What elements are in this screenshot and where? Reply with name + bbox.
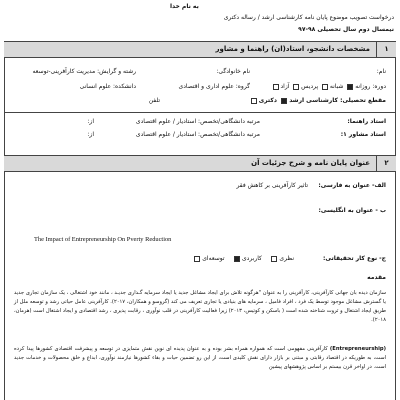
course-night-checkbox[interactable] <box>322 84 328 90</box>
course-label: دوره: <box>372 83 386 90</box>
course-option-daily[interactable] <box>347 83 370 90</box>
research-option-applied[interactable] <box>234 255 262 262</box>
level-label: مقطع تحصیلی: <box>340 97 386 104</box>
section2-title: عنوان پایان نامه و شرح جزئیات آن <box>251 159 370 167</box>
intro-label: مقدمه <box>367 274 386 281</box>
course-option-daily-label: روزانه <box>355 83 371 90</box>
divider <box>4 112 396 113</box>
title-fa-label: الف- عنوان به فارسی: <box>318 182 386 189</box>
title-en-label: ب - عنوان به انگلیسی: <box>318 207 386 214</box>
research-option-developmental-label: توسعه‌ای <box>202 255 225 262</box>
section2-header <box>4 155 396 172</box>
consultant-rank: مرتبه دانشگاهی/تخصص: استادیار / علوم اقتصادی <box>135 131 260 138</box>
course-daily-checkbox[interactable] <box>347 84 353 90</box>
advisor-label: استاد راهنما: <box>347 118 386 125</box>
section1-title: مشخصات دانشجو، استاد(ان) راهنما و مشاور <box>215 45 370 53</box>
course-option-night[interactable] <box>322 83 343 90</box>
advisor-from: از: <box>87 118 94 125</box>
consultant-label: استاد مشاور ۱: <box>340 131 386 138</box>
level-msc-checkbox[interactable] <box>281 98 287 104</box>
course-option-night-label: شبانه <box>329 83 344 90</box>
section2-number: ۲ <box>376 156 396 171</box>
course-campus-checkbox[interactable] <box>293 84 299 90</box>
section1-header <box>4 41 396 58</box>
course-option-campus-label: پردیس <box>301 83 319 90</box>
faculty-label: دانشکده: علوم انسانی <box>79 83 136 90</box>
course-row <box>273 83 386 90</box>
level-phd-checkbox[interactable] <box>251 98 257 104</box>
intro-paragraph-2 <box>14 345 386 372</box>
major-label: رشته و گرایش: مدیریت کارآفرینی-توسعه <box>32 68 136 75</box>
research-option-applied-label: کاربردی <box>241 255 262 262</box>
consultant-from: از: <box>87 131 94 138</box>
group-label: گروه: علوم اداری و اقتصادی <box>178 83 250 90</box>
research-option-theoretical[interactable] <box>271 255 294 262</box>
title-fa-value: تاثیر کارآفرینی بر کاهش فقر <box>236 182 308 189</box>
research-applied-checkbox[interactable] <box>234 256 240 262</box>
research-type-options <box>194 255 294 262</box>
form-title: درخواست تصویب موضوع پایان نامه کارشناسی ارشد / رساله دکتری <box>223 14 394 21</box>
semester-label: نیمسال دوم سال تحصیلی ۹۸-۹۷ <box>298 26 394 33</box>
level-option-phd[interactable] <box>251 97 277 104</box>
section1-number: ۱ <box>376 42 396 57</box>
intro-paragraph-1: سازمان دیده بان جهانی کارآفرینی، کارآفرینی را به عنوان "هرگونه تلاش برای ایجاد مشاغل جدید یا ایجاد سرمایه گـذاری جدیـد ، مانند خود اشتغالی ، یک سازمان تجاری جدید یا گسترش مشاغل موجود توسط یک فرد ، افراد فامیل ، سرمایه های بنیادی یا تجاری تعریف می کند (گروسو و همکاران، ۲۰۱۷). کارآفرینی عامل حیاتی رشد و توسعه ملل از طریق ایجاد اشتغال و ثروت شناخته شده است ( باسکن و کوتیس، ۲۰۱۳) زیرا فعالیت کارآفرینی در قلب نوآوری ، رقابت پذیری ، رشد اقتصادی و ایجاد اشتغال است (هرمان، ۲۰۱۸). <box>14 290 387 323</box>
research-type-label: ج- نوع کار تحقیقاتی: <box>322 255 386 262</box>
course-option-free-label: آزاد <box>280 83 290 90</box>
research-theoretical-checkbox[interactable] <box>271 256 277 262</box>
title-en-value: The Impact of Entrepreneurship On Pverty Reduction <box>34 236 172 243</box>
level-option-msc[interactable] <box>281 97 338 104</box>
level-option-phd-label: دکتری <box>258 97 277 104</box>
level-option-msc-label: کارشناسی ارشد <box>289 97 338 104</box>
research-option-theoretical-label: نظری <box>279 255 294 262</box>
advisor-rank: مرتبه دانشگاهی/تخصص: استادیار / علوم اقتصادی <box>135 118 260 125</box>
research-option-developmental[interactable] <box>194 255 224 262</box>
intro-paragraph-2-text: کارآفرینی مفهومی است که همواره همراه بشر بوده و به عنوان پدیده ای نوین نقش متمایزی در توسعه و پیشرفت اقتصادی کشورها پیدا کرده است، به طوریکه در اقتصاد رقابتی و مبتنی بر بازار دارای نقش کلیدی است، از این رو تضمین حیات و بقاء کشورها نیازمند نوآوری، ابداع و خلق محصولات و خدمات جدید است. در اواخر قرن بیستم بر اساس پژوهشهای پیشین <box>14 346 386 370</box>
course-free-checkbox[interactable] <box>273 84 279 90</box>
course-option-free[interactable] <box>273 83 290 90</box>
bismillah: به نام خدا <box>170 3 199 10</box>
research-developmental-checkbox[interactable] <box>194 256 200 262</box>
name-label: نام: <box>376 68 386 75</box>
family-label: نام خانوادگی: <box>216 68 250 75</box>
level-row <box>251 97 386 104</box>
course-option-campus[interactable] <box>293 83 318 90</box>
phone-label: تلفن <box>148 97 160 104</box>
entrepreneurship-term: (Entrepreneurship) <box>329 346 386 352</box>
